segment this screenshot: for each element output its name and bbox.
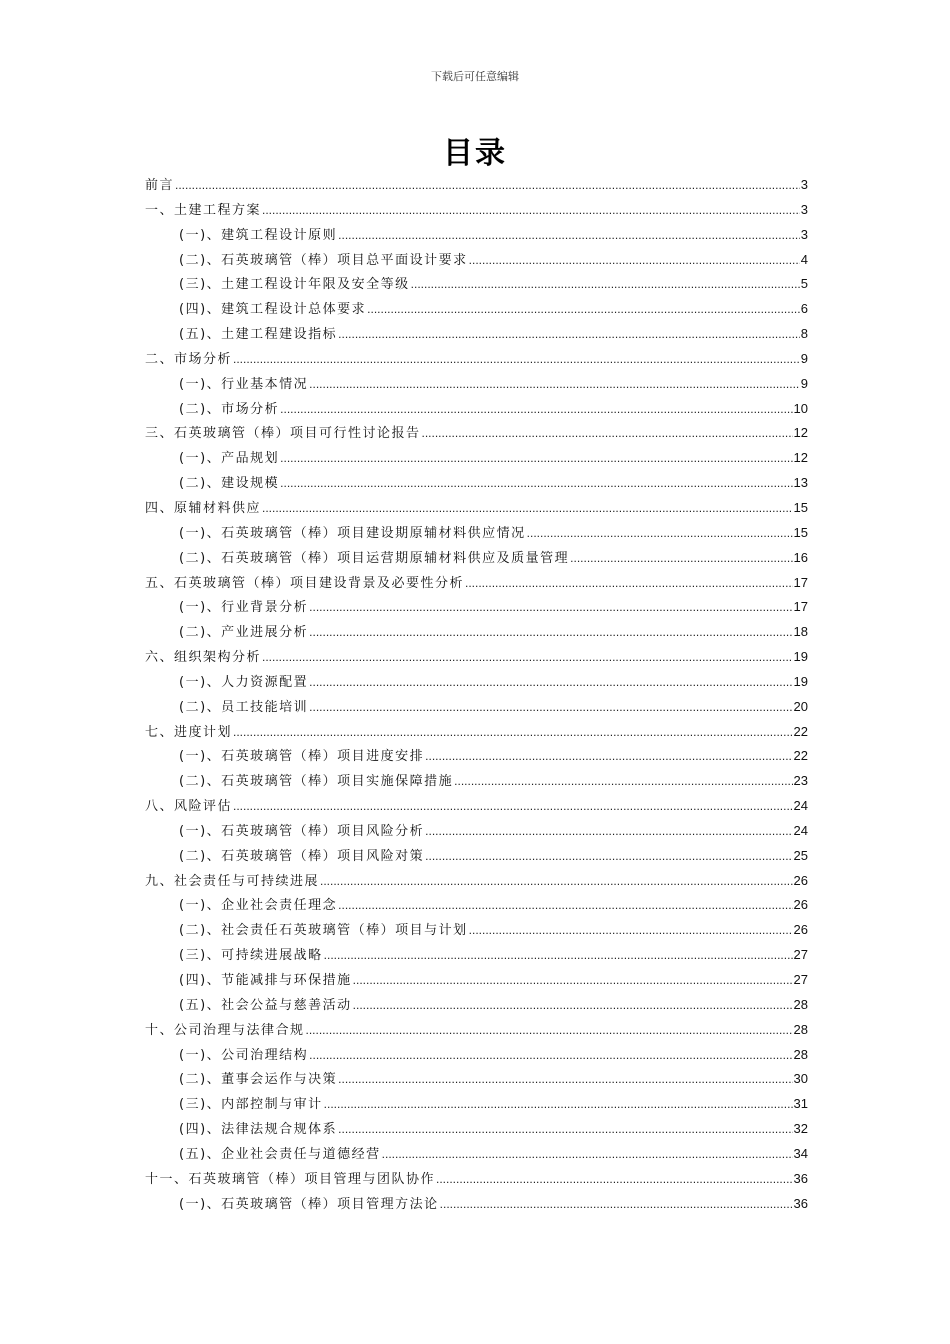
toc-entry-page-number: 9: [800, 350, 808, 366]
toc-entry-label: 十、公司治理与法律合规: [145, 1022, 305, 1038]
toc-entry-label: (三)、内部控制与审计: [179, 1097, 323, 1113]
toc-entry-page-number: 12: [793, 425, 808, 441]
toc-dot-leader: [324, 1097, 793, 1111]
toc-entry[interactable]: [145, 199, 808, 224]
toc-dot-leader: [233, 725, 793, 739]
toc-entry-page-number: 24: [793, 798, 808, 814]
toc-entry-label: (一)、石英玻璃管（棒）项目建设期原辅材料供应情况: [179, 525, 526, 541]
toc-entry-page-number: 9: [800, 375, 808, 391]
toc-dot-leader: [353, 973, 793, 987]
toc-entry-label: (二)、产业进展分析: [179, 625, 309, 641]
toc-entry[interactable]: [145, 721, 808, 746]
toc-entry[interactable]: [145, 1193, 808, 1218]
toc-entry[interactable]: [145, 596, 808, 621]
toc-dot-leader: [233, 352, 800, 366]
toc-dot-leader: [309, 625, 792, 639]
toc-entry-page-number: 36: [793, 1170, 808, 1186]
toc-entry-page-number: 5: [800, 276, 808, 292]
toc-dot-leader: [233, 799, 793, 813]
toc-entry-label: (二)、员工技能培训: [179, 699, 309, 715]
toc-entry[interactable]: [145, 174, 808, 199]
toc-dot-leader: [309, 700, 792, 714]
toc-entry-page-number: 28: [793, 1021, 808, 1037]
toc-entry[interactable]: [145, 298, 808, 323]
toc-dot-leader: [422, 426, 793, 440]
toc-dot-leader: [338, 228, 800, 242]
toc-entry-label: (二)、石英玻璃管（棒）项目实施保障措施: [179, 774, 454, 790]
toc-dot-leader: [320, 874, 793, 888]
toc-dot-leader: [454, 774, 792, 788]
toc-entry-page-number: 12: [793, 450, 808, 466]
toc-entry[interactable]: [145, 348, 808, 373]
toc-entry[interactable]: [145, 373, 808, 398]
toc-entry-label: (三)、可持续进展战略: [179, 948, 323, 964]
toc-entry[interactable]: [145, 919, 808, 944]
toc-entry-page-number: 15: [793, 499, 808, 515]
table-of-contents: [145, 174, 808, 1217]
toc-entry-label: (四)、建筑工程设计总体要求: [179, 302, 367, 318]
toc-entry-page-number: 6: [800, 301, 808, 317]
toc-entry-label: (四)、节能减排与环保措施: [179, 973, 352, 988]
toc-entry[interactable]: [145, 870, 808, 895]
toc-entry-label: 五、石英玻璃管（棒）项目建设背景及必要性分析: [145, 575, 465, 591]
toc-entry[interactable]: [145, 1118, 808, 1143]
toc-entry[interactable]: [145, 398, 808, 423]
toc-entry[interactable]: [145, 994, 808, 1019]
toc-entry[interactable]: [145, 1068, 808, 1093]
toc-entry-label: (一)、石英玻璃管（棒）项目管理方法论: [179, 1196, 439, 1212]
toc-entry[interactable]: [145, 1044, 808, 1069]
toc-dot-leader: [465, 576, 793, 590]
toc-entry-label: 四、原辅材料供应: [145, 500, 262, 516]
toc-dot-leader: [367, 302, 800, 316]
toc-entry[interactable]: [145, 845, 808, 870]
toc-entry-label: (一)、建筑工程设计原则: [179, 227, 338, 243]
toc-entry[interactable]: [145, 447, 808, 472]
toc-dot-leader: [280, 402, 792, 416]
toc-entry-label: (五)、企业社会责任与道德经营: [179, 1146, 381, 1162]
toc-entry-page-number: 3: [800, 177, 808, 192]
toc-entry-label: (四)、法律法规合规体系: [179, 1122, 338, 1138]
toc-entry[interactable]: [145, 969, 808, 994]
toc-entry-page-number: 8: [800, 326, 808, 342]
toc-entry-page-number: 13: [793, 475, 808, 491]
toc-entry-page-number: 28: [793, 996, 808, 1012]
toc-entry-label: (二)、董事会运作与决策: [179, 1072, 338, 1088]
toc-entry[interactable]: [145, 1143, 808, 1168]
toc-entry-label: 三、石英玻璃管（棒）项目可行性讨论报告: [145, 426, 421, 442]
toc-entry-label: 二、市场分析: [145, 351, 233, 367]
toc-entry[interactable]: [145, 249, 808, 274]
toc-entry-label: (一)、行业基本情况: [179, 376, 309, 392]
toc-entry-label: 前言: [145, 178, 175, 193]
toc-entry[interactable]: [145, 224, 808, 249]
toc-entry-page-number: 24: [793, 822, 808, 838]
toc-entry[interactable]: [145, 894, 808, 919]
toc-dot-leader: [309, 1048, 792, 1062]
toc-entry-label: (一)、行业背景分析: [179, 600, 309, 616]
toc-dot-leader: [382, 1147, 793, 1161]
toc-entry-page-number: 20: [793, 698, 808, 714]
toc-dot-leader: [262, 203, 800, 217]
toc-dot-leader: [469, 253, 800, 267]
toc-entry-label: 六、组织架构分析: [145, 650, 262, 666]
toc-entry[interactable]: [145, 745, 808, 770]
toc-entry-page-number: 25: [793, 847, 808, 863]
page-header: 下载后可任意编辑: [431, 70, 519, 83]
toc-entry[interactable]: [145, 1168, 808, 1193]
toc-entry-label: (一)、公司治理结构: [179, 1047, 309, 1063]
toc-entry[interactable]: [145, 621, 808, 646]
toc-entry-page-number: 17: [793, 574, 808, 590]
toc-dot-leader: [411, 277, 800, 291]
toc-dot-leader: [175, 178, 800, 192]
toc-dot-leader: [425, 824, 792, 838]
toc-entry-page-number: 28: [793, 1046, 808, 1062]
toc-entry-page-number: 4: [800, 251, 808, 267]
toc-entry-page-number: 15: [793, 524, 808, 540]
toc-entry-page-number: 19: [793, 649, 808, 665]
toc-dot-leader: [338, 1122, 792, 1136]
toc-dot-leader: [338, 898, 792, 912]
toc-entry-page-number: 3: [800, 201, 808, 217]
toc-dot-leader: [338, 1072, 792, 1086]
toc-entry-page-number: 26: [793, 872, 808, 888]
toc-dot-leader: [280, 476, 792, 490]
toc-dot-leader: [425, 749, 792, 763]
toc-entry-label: (一)、石英玻璃管（棒）项目风险分析: [179, 823, 425, 839]
toc-dot-leader: [324, 948, 793, 962]
toc-entry-label: (五)、土建工程建设指标: [179, 327, 338, 343]
toc-entry-label: (二)、石英玻璃管（棒）项目总平面设计要求: [179, 252, 468, 268]
toc-entry-page-number: 26: [793, 922, 808, 938]
toc-dot-leader: [527, 526, 793, 540]
page-title: 目录: [443, 136, 507, 171]
toc-entry[interactable]: [145, 1093, 808, 1118]
toc-entry-page-number: 3: [800, 226, 808, 242]
toc-entry[interactable]: [145, 472, 808, 497]
toc-entry-page-number: 32: [793, 1121, 808, 1137]
toc-entry-label: (二)、建设规模: [179, 476, 280, 492]
toc-entry-label: (二)、石英玻璃管（棒）项目运营期原辅材料供应及质量管理: [179, 550, 570, 566]
toc-entry[interactable]: [145, 696, 808, 721]
toc-entry-label: (五)、社会公益与慈善活动: [179, 997, 352, 1013]
toc-entry-page-number: 16: [793, 549, 808, 565]
toc-entry[interactable]: [145, 497, 808, 522]
toc-entry[interactable]: [145, 671, 808, 696]
toc-dot-leader: [309, 675, 792, 689]
toc-entry-label: 十一、石英玻璃管（棒）项目管理与团队协作: [145, 1171, 436, 1187]
toc-dot-leader: [353, 998, 793, 1012]
toc-entry-page-number: 19: [793, 673, 808, 689]
toc-entry-page-number: 36: [793, 1195, 808, 1211]
toc-dot-leader: [440, 1197, 793, 1211]
toc-dot-leader: [338, 327, 800, 341]
toc-entry[interactable]: [145, 547, 808, 572]
toc-entry-label: (一)、产品规划: [179, 451, 280, 467]
toc-entry-page-number: 27: [793, 972, 808, 987]
toc-dot-leader: [306, 1023, 793, 1037]
toc-entry-label: (一)、石英玻璃管（棒）项目进度安排: [179, 749, 425, 765]
toc-dot-leader: [436, 1172, 793, 1186]
toc-dot-leader: [262, 501, 793, 515]
toc-dot-leader: [425, 849, 792, 863]
toc-entry[interactable]: [145, 572, 808, 597]
toc-dot-leader: [262, 650, 793, 664]
toc-entry-page-number: 30: [793, 1071, 808, 1087]
toc-entry[interactable]: [145, 795, 808, 820]
toc-entry-label: 九、社会责任与可持续进展: [145, 873, 320, 889]
toc-dot-leader: [570, 551, 792, 565]
toc-entry-page-number: 18: [793, 624, 808, 640]
toc-entry[interactable]: [145, 422, 808, 447]
toc-entry-page-number: 23: [793, 773, 808, 789]
toc-dot-leader: [309, 377, 800, 391]
toc-dot-leader: [309, 600, 792, 614]
toc-entry[interactable]: [145, 1019, 808, 1044]
toc-entry[interactable]: [145, 522, 808, 547]
toc-entry[interactable]: [145, 820, 808, 845]
toc-dot-leader: [280, 451, 792, 465]
toc-entry-label: (三)、土建工程设计年限及安全等级: [179, 277, 410, 293]
toc-entry-label: (二)、市场分析: [179, 401, 280, 417]
toc-entry-page-number: 22: [793, 748, 808, 764]
toc-entry-label: 七、进度计划: [145, 724, 233, 740]
toc-entry-page-number: 27: [793, 947, 808, 963]
toc-entry-page-number: 10: [793, 400, 808, 416]
toc-entry-label: (一)、企业社会责任理念: [179, 898, 338, 914]
toc-entry-label: (二)、石英玻璃管（棒）项目风险对策: [179, 848, 425, 864]
toc-dot-leader: [469, 923, 793, 937]
toc-entry-page-number: 34: [793, 1145, 808, 1161]
toc-entry-label: 一、土建工程方案: [145, 202, 262, 218]
toc-entry-page-number: 17: [793, 599, 808, 615]
toc-entry[interactable]: [145, 273, 808, 298]
toc-entry[interactable]: [145, 944, 808, 969]
toc-entry[interactable]: [145, 770, 808, 795]
toc-entry-label: (一)、人力资源配置: [179, 674, 309, 690]
toc-entry-label: (二)、社会责任石英玻璃管（棒）项目与计划: [179, 923, 468, 939]
toc-entry-page-number: 31: [793, 1096, 808, 1112]
toc-entry[interactable]: [145, 323, 808, 348]
toc-entry[interactable]: [145, 646, 808, 671]
toc-entry-label: 八、风险评估: [145, 799, 233, 815]
toc-entry-page-number: 26: [793, 897, 808, 913]
toc-entry-page-number: 22: [793, 723, 808, 739]
